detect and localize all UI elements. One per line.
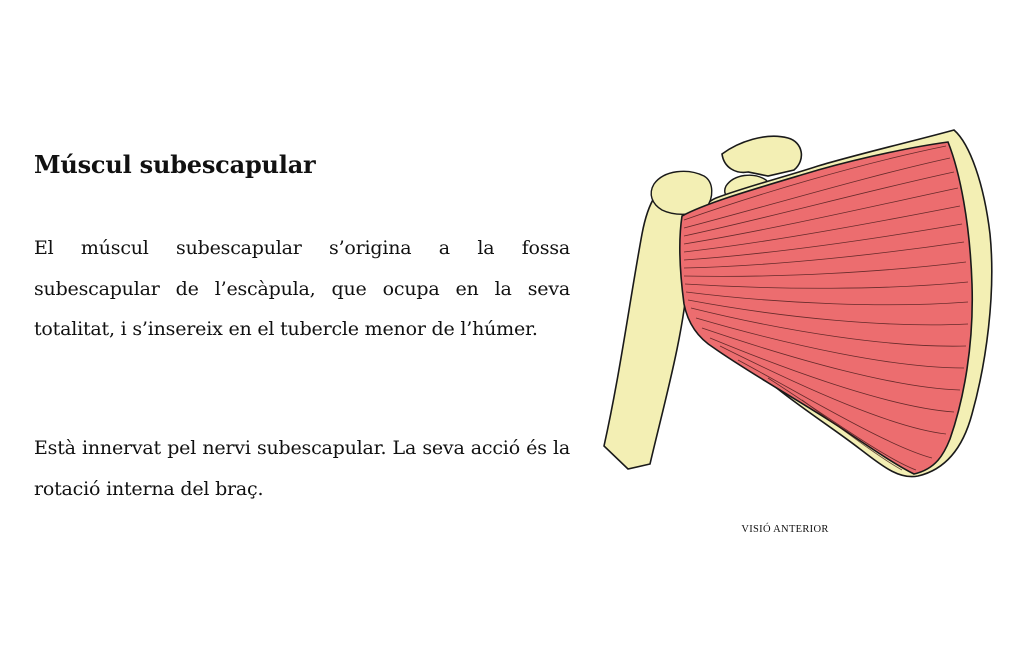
page-title: Múscul subescapular	[34, 150, 316, 179]
paragraph-innervation: Està innervat pel nervi subescapular. La seva acció és la rotació interna del braç.	[34, 437, 570, 500]
figure-caption: VISIÓ ANTERIOR	[741, 524, 829, 535]
acromion-bone	[722, 136, 801, 176]
subscapularis-illustration	[598, 124, 1008, 494]
paragraph-origin: El múscul subescapular s’origina a la fossa subescapular de l’escàpula, que ocupa en la seva totalitat, i s’insereix en el tubercle menor de l’húmer.	[34, 237, 570, 340]
